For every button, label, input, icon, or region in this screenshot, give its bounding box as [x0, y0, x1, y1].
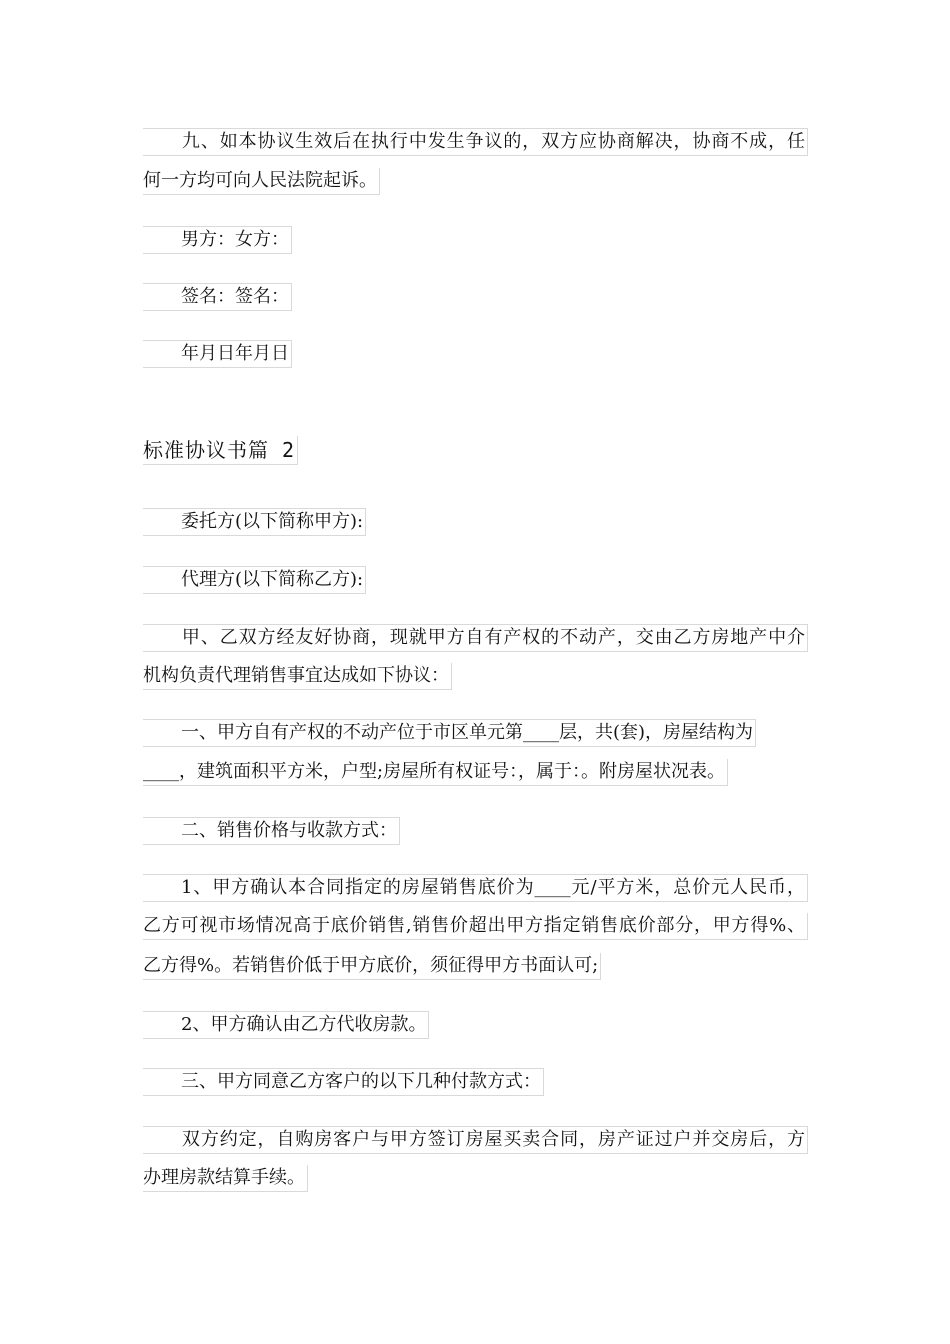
item-two-two-line: 2、甲方确认由乙方代收房款。: [143, 1011, 429, 1039]
principal-line: 委托方(以下简称甲方):: [143, 508, 366, 536]
intro-line-2: 机构负责代理销售事宜达成如下协议：: [143, 663, 452, 690]
item-three-line-2: 办理房款结算手续。: [143, 1165, 308, 1192]
clause-nine-line-1: 九、如本协议生效后在执行中发生争议的，双方应协商解决，协商不成，任: [143, 128, 808, 156]
item-one-line-2: ____，建筑面积平方米，户型;房屋所有权证号：，属于：。附房屋状况表。: [143, 759, 728, 786]
section-title: 标准协议书篇 2: [143, 436, 298, 465]
item-two-one-line-3: 乙方得%。若销售价低于甲方底价，须征得甲方书面认可;: [143, 953, 601, 980]
item-one-line-1: 一、甲方自有产权的不动产位于市区单元第____层，共(套)，房屋结构为: [143, 719, 756, 747]
item-two-one-line-1: 1、甲方确认本合同指定的房屋销售底价为____元/平方米，总价元人民币，: [143, 874, 808, 902]
item-three-line-1: 双方约定，自购房客户与甲方签订房屋买卖合同，房产证过户并交房后，方: [143, 1126, 808, 1154]
item-two-heading: 二、销售价格与收款方式：: [143, 817, 400, 845]
item-two-one-line-2: 乙方可视市场情况高于底价销售,销售价超出甲方指定销售底价部分，甲方得%、: [143, 913, 808, 940]
parties-line: 男方：女方：: [143, 226, 292, 254]
agent-line: 代理方(以下简称乙方):: [143, 566, 366, 594]
intro-line-1: 甲、乙双方经友好协商，现就甲方自有产权的不动产，交由乙方房地产中介: [143, 624, 808, 652]
signatures-line: 签名：签名：: [143, 283, 292, 311]
dates-line: 年月日年月日: [143, 340, 292, 368]
item-three-heading: 三、甲方同意乙方客户的以下几种付款方式：: [143, 1068, 544, 1096]
clause-nine-line-2: 何一方均可向人民法院起诉。: [143, 168, 380, 195]
